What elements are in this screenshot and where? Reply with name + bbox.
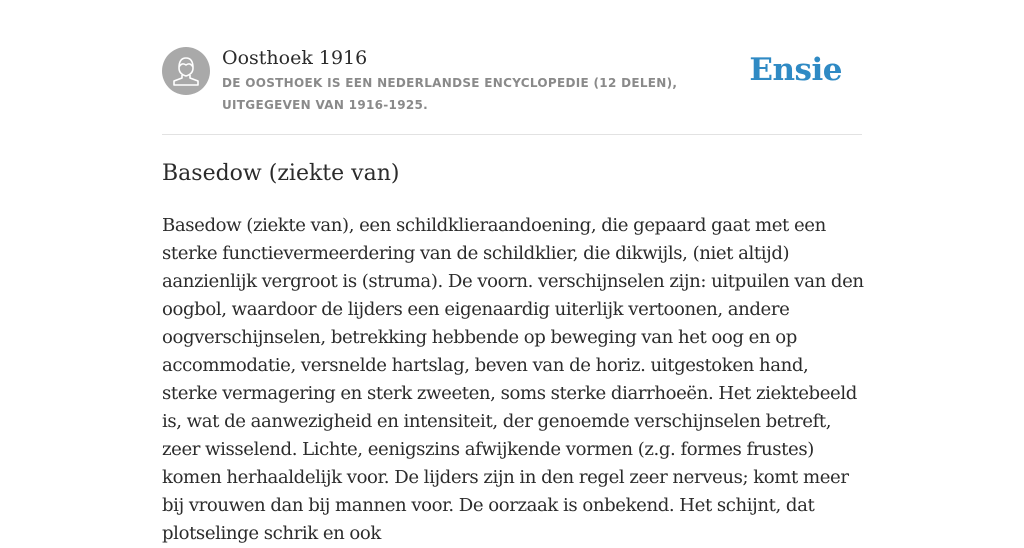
avatar[interactable] — [162, 47, 210, 95]
entry-body: Basedow (ziekte van), een schildklieraandoening, die gepaard gaat met een sterke functievermeerdering van de schildklier, die dikwijls, (niet altijd) aanzienlijk vergroot is (struma). De voorn. verschijnselen zijn: uitpuilen van den oogbol, waardoor de lijders een eigenaardig uiterlijk vertoonen, andere oogverschijnselen, betrekking hebbende op beweging van het oog en op accommodatie, versnelde hartslag, beven van de horiz. uitgestoken hand, sterke vermagering en sterk zweeten, soms sterke diarrhoeën. Het ziektebeeld is, wat de aanwezigheid en intensiteit, der genoemde verschijnselen betreft, zeer wisselend. Lichte, eenigszins afwijkende vormen (z.g. formes frustes) komen herhaaldelijk voor. De lijders zijn in den regel zeer nerveus; komt meer bij vrouwen dan bij mannen voor. De oorzaak is onbekend. Het schijnt, dat plotselinge schrik en ook — [162, 215, 864, 544]
page-content — [162, 0, 864, 544]
source-title[interactable]: Oosthoek 1916 — [222, 47, 368, 69]
source-description: DE OOSTHOEK IS EEN NEDERLANDSE ENCYCLOPEDIE (12 DELEN), UITGEGEVEN VAN 1916-1925. — [222, 76, 678, 112]
entry-title: Basedow (ziekte van) — [162, 161, 400, 186]
user-silhouette-icon — [162, 47, 210, 95]
brand-logo[interactable]: Ensie — [749, 52, 842, 88]
source-header — [162, 0, 862, 135]
